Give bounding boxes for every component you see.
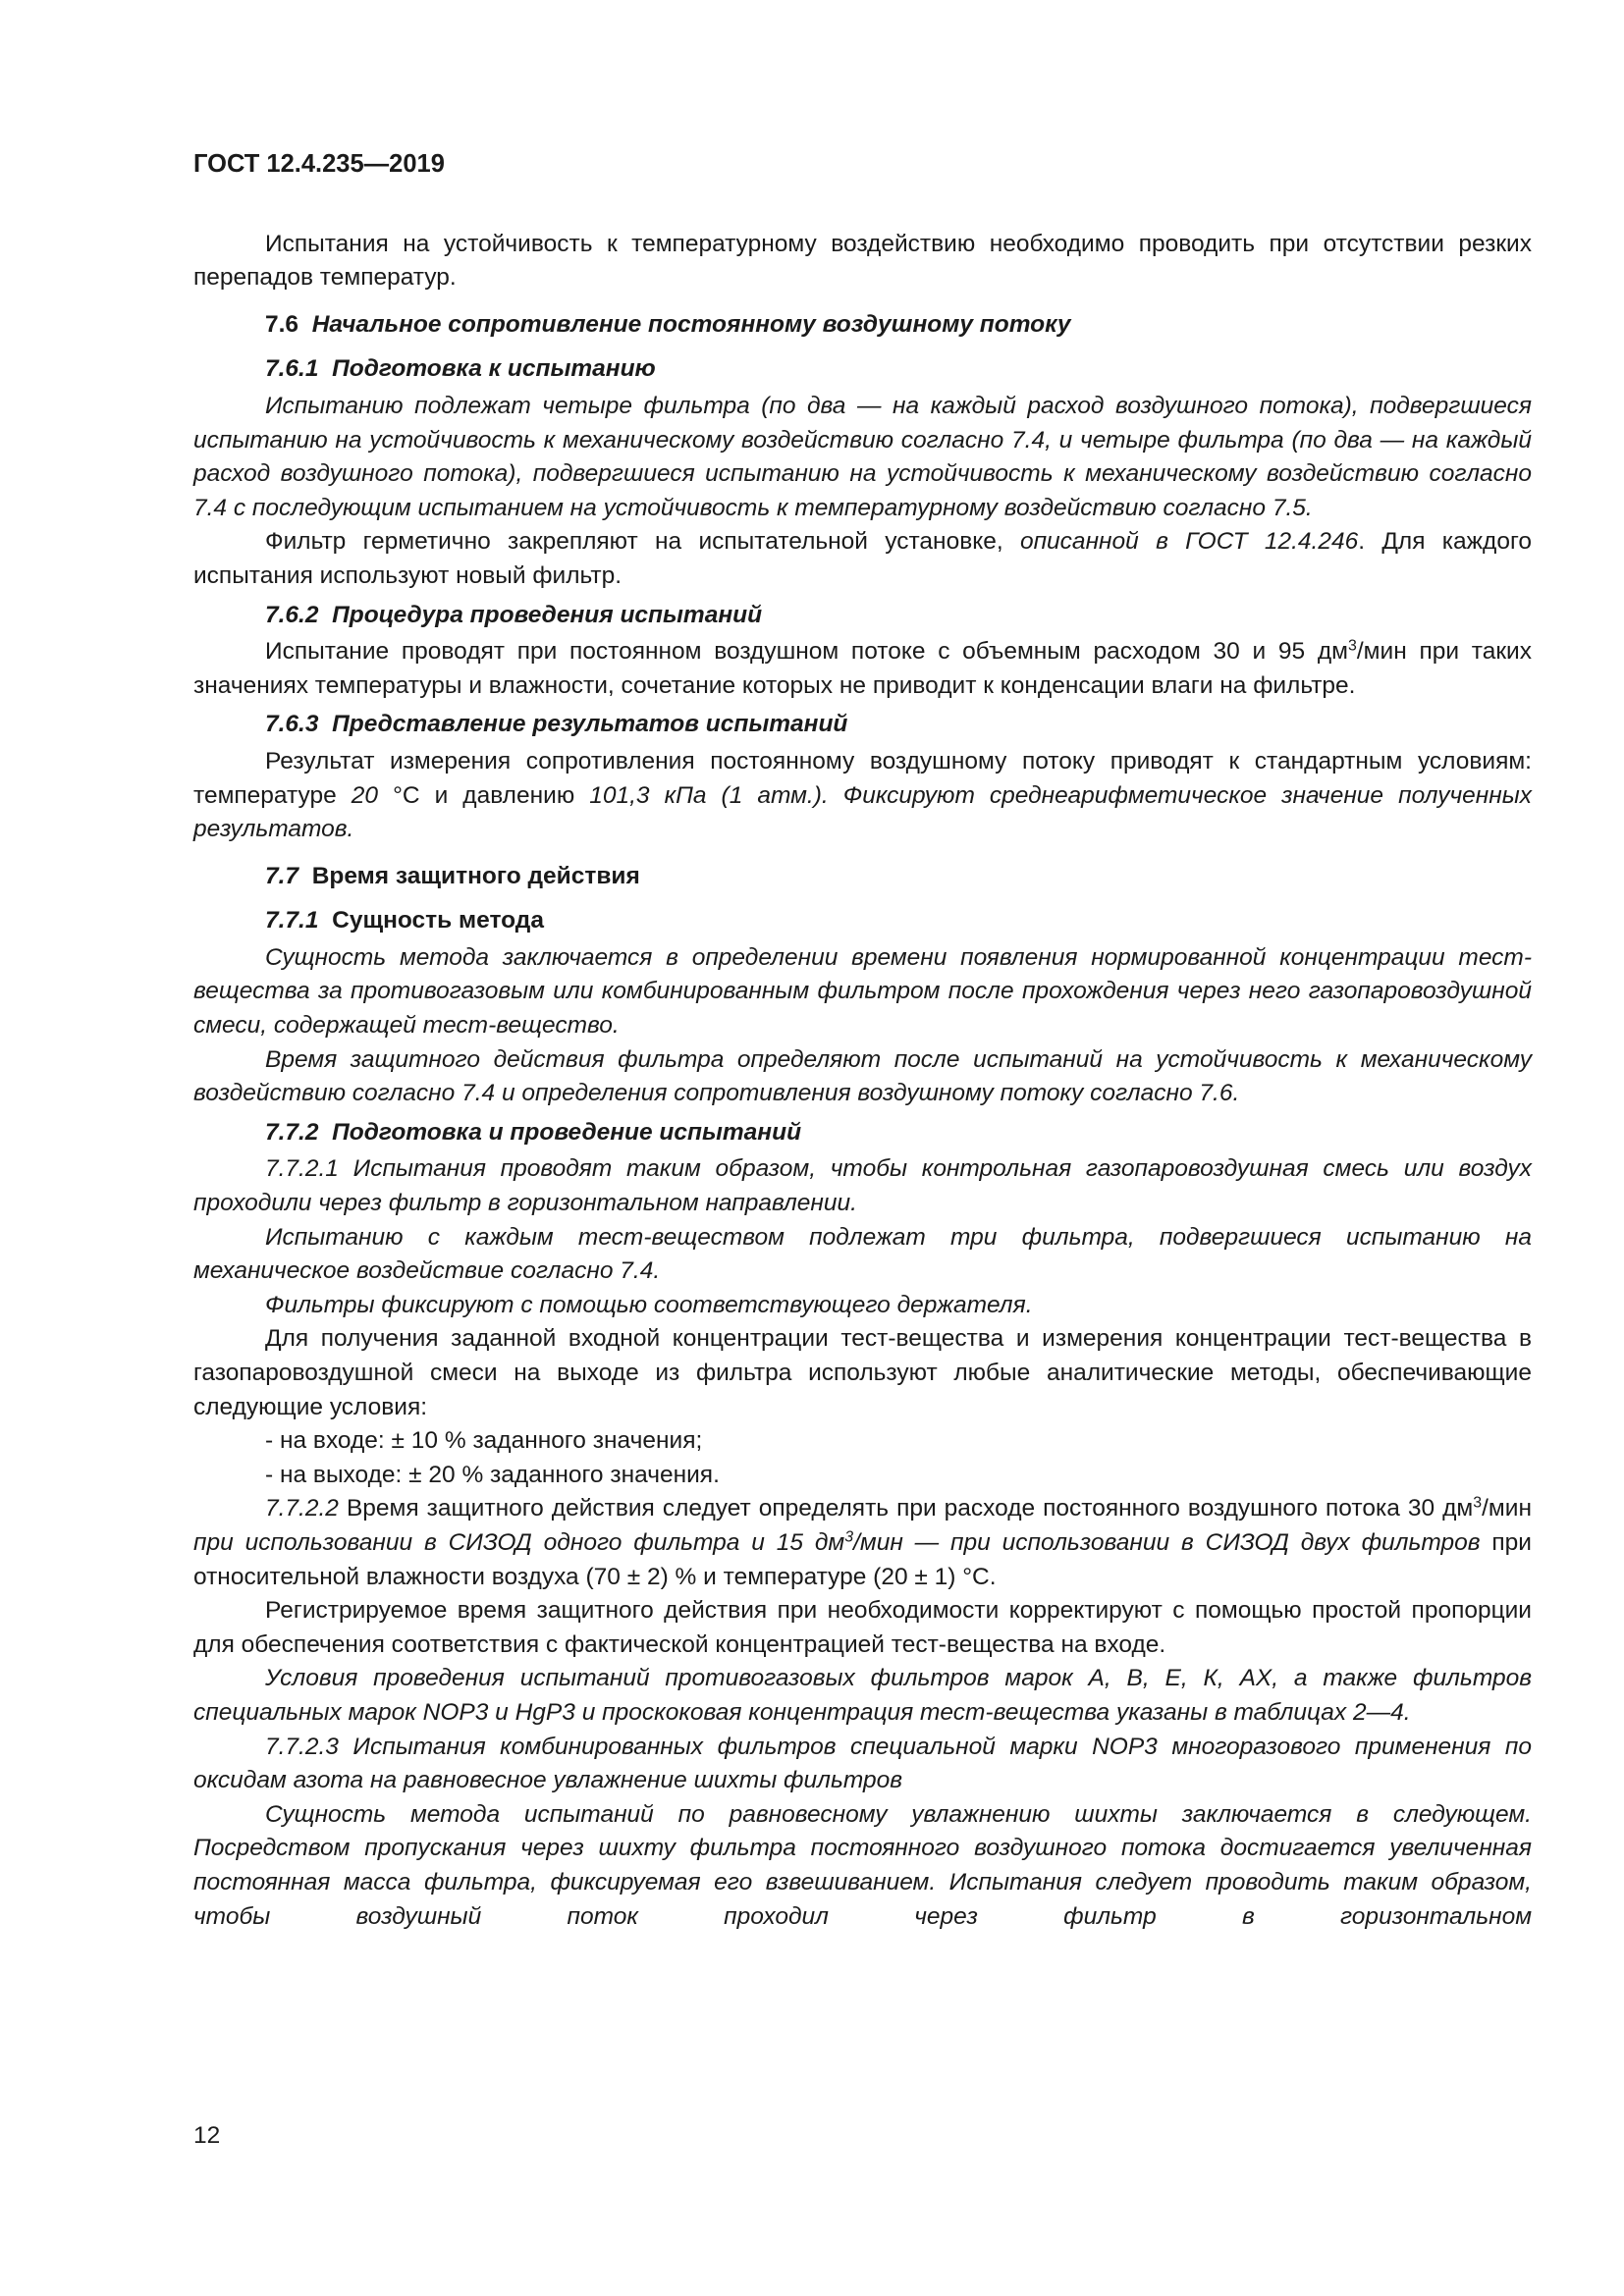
paragraph: Сущность метода заключается в определении времени появления нормированной концентрации тест-вещества за противогазовым или комбинированным фильтром после прохождения через него газопаровоздушной смеси, содержащей тест-вещество. bbox=[193, 943, 1532, 1040]
paragraph bbox=[193, 635, 1532, 703]
paragraph: Фильтры фиксируют с помощью соответствующего держателя. bbox=[265, 1291, 1033, 1318]
section-title: Подготовка к испытанию bbox=[332, 355, 656, 383]
paragraph bbox=[193, 1492, 1532, 1594]
document-header: ГОСТ 12.4.235—2019 bbox=[193, 150, 445, 178]
paragraph: Испытанию подлежат четыре фильтра (по два — на каждый расход воздушного потока), подвергшиеся испытанию на устойчивость к механическому воздействию согласно 7.4, и четыре фильтра (по два — на каждый расход воздушного потока), подвергшиеся испытанию на устойчивость к механическому воздействию согласно 7.4 с последующим испытанием на устойчивость к температурному воздействию согласно 7.5. bbox=[193, 392, 1532, 521]
list-item: - на выходе: ± 20 % заданного значения. bbox=[265, 1461, 720, 1488]
section-heading-7-6-2 bbox=[193, 599, 1532, 633]
text-run: Время защитного действия следует определять при расходе постоянного воздушного потока 30 дм bbox=[338, 1495, 1474, 1522]
document-page bbox=[193, 147, 1532, 1934]
paragraph: Для получения заданной входной концентрации тест-вещества и измерения концентрации тест-вещества в газопаровоздушной смеси на выходе из фильтра используют любые аналитические методы, обеспечивающие следующие условия: bbox=[193, 1325, 1532, 1420]
text-run: при относительной влажности воздуха (70 ± 2) % и температуре (20 ± 1) °С. bbox=[193, 1528, 1532, 1590]
section-title: Время защитного действия bbox=[311, 862, 640, 889]
paragraph: 7.7.2.3 Испытания комбинированных фильтров специальной марки NOP3 многоразового применения по оксидам азота на равновесное увлажнение шихты фильтров bbox=[193, 1733, 1532, 1794]
paragraph: Регистрируемое время защитного действия при необходимости корректируют с помощью простой пропорции для обеспечения соответствия с фактической концентрацией тест-вещества на входе. bbox=[193, 1597, 1532, 1658]
section-title: Подготовка и проведение испытаний bbox=[332, 1118, 802, 1146]
paragraph: Испытанию с каждым тест-веществом подлежат три фильтра, подвергшиеся испытанию на механическое воздействие согласно 7.4. bbox=[193, 1223, 1532, 1285]
page-number: 12 bbox=[193, 2122, 221, 2149]
section-title: Сущность метода bbox=[332, 907, 544, 934]
text-run: Фильтр герметично закрепляют на испытательной установке, bbox=[265, 528, 1020, 556]
section-heading-7-7-1 bbox=[193, 904, 1532, 938]
superscript: 3 bbox=[844, 1528, 854, 1546]
text-run: /мин bbox=[1482, 1495, 1532, 1522]
section-number: 7.6.2 bbox=[265, 601, 319, 628]
text-run: Испытание проводят при постоянном воздушном потоке с объемным расходом 30 и 95 дм bbox=[265, 638, 1349, 666]
text-run: /мин при таких значениях температуры и влажности, сочетание которых не приводит к конденсации влаги на фильтре. bbox=[193, 638, 1532, 699]
text-run: . Для каждого испытания используют новый фильтр. bbox=[193, 528, 1532, 589]
section-title: Процедура проведения испытаний bbox=[332, 601, 763, 628]
section-heading-7-6 bbox=[193, 308, 1532, 343]
section-title: Представление результатов испытаний bbox=[332, 711, 848, 738]
text-run-italic: при использовании в СИЗОД одного фильтра и 15 дм bbox=[193, 1528, 845, 1556]
superscript: 3 bbox=[1473, 1494, 1483, 1512]
section-number: 7.7.2 bbox=[265, 1118, 319, 1146]
section-title: Начальное сопротивление постоянному воздушному потоку bbox=[311, 310, 1071, 338]
list-item: - на входе: ± 10 % заданного значения; bbox=[265, 1427, 703, 1455]
paragraph bbox=[193, 525, 1532, 593]
paragraph: Испытания на устойчивость к температурному воздействию необходимо проводить при отсутствии резких перепадов температур. bbox=[193, 230, 1532, 292]
paragraph: Сущность метода испытаний по равновесному увлажнению шихты заключается в следующем. Посредством пропускания через шихту фильтра постоянного воздушного потока достигается увеличенная постоянная масса фильтра, фиксируемая его взвешиванием. Испытания следует проводить таким образом, чтобы воздушный поток проходил через фильтр в горизонтальном bbox=[193, 1800, 1532, 1930]
section-heading-7-6-1 bbox=[193, 352, 1532, 387]
section-number: 7.6.1 bbox=[265, 355, 319, 383]
section-number: 7.6 bbox=[265, 310, 299, 338]
section-number: 7.6.3 bbox=[265, 711, 319, 738]
superscript: 3 bbox=[1348, 637, 1357, 655]
section-heading-7-7 bbox=[193, 860, 1532, 894]
text-run-italic: 20 bbox=[351, 781, 379, 809]
section-number: 7.7.1 bbox=[265, 907, 319, 934]
text-run: °С и давлению bbox=[378, 781, 590, 809]
paragraph: Условия проведения испытаний противогазовых фильтров марок А, В, Е, К, АХ, а также фильтров специальных марок NOP3 и HgP3 и проскоковая концентрация тест-вещества указаны в таблицах 2—4. bbox=[193, 1665, 1532, 1726]
text-run-italic: описанной в ГОСТ 12.4.246 bbox=[1019, 528, 1359, 556]
text-run-italic: /мин — при использовании в СИЗОД двух фильтров bbox=[853, 1528, 1481, 1556]
paragraph: 7.7.2.1 Испытания проводят таким образом, чтобы контрольная газопаровоздушная смесь или воздух проходили через фильтр в горизонтальном направлении. bbox=[193, 1155, 1532, 1217]
text-run-italic: 101,3 кПа (1 атм.). Фиксируют среднеарифметическое значение полученных результатов. bbox=[193, 781, 1533, 843]
section-heading-7-7-2 bbox=[193, 1116, 1532, 1150]
text-run: Результат измерения сопротивления постоянному воздушному потоку приводят к стандартным условиям: температуре bbox=[193, 747, 1532, 809]
clause-number: 7.7.2.2 bbox=[265, 1495, 339, 1522]
paragraph bbox=[193, 745, 1532, 847]
paragraph: Время защитного действия фильтра определяют после испытаний на устойчивость к механическому воздействию согласно 7.4 и определения сопротивления воздушному потоку согласно 7.6. bbox=[193, 1045, 1532, 1107]
section-heading-7-6-3 bbox=[193, 708, 1532, 742]
section-number: 7.7 bbox=[265, 862, 299, 889]
